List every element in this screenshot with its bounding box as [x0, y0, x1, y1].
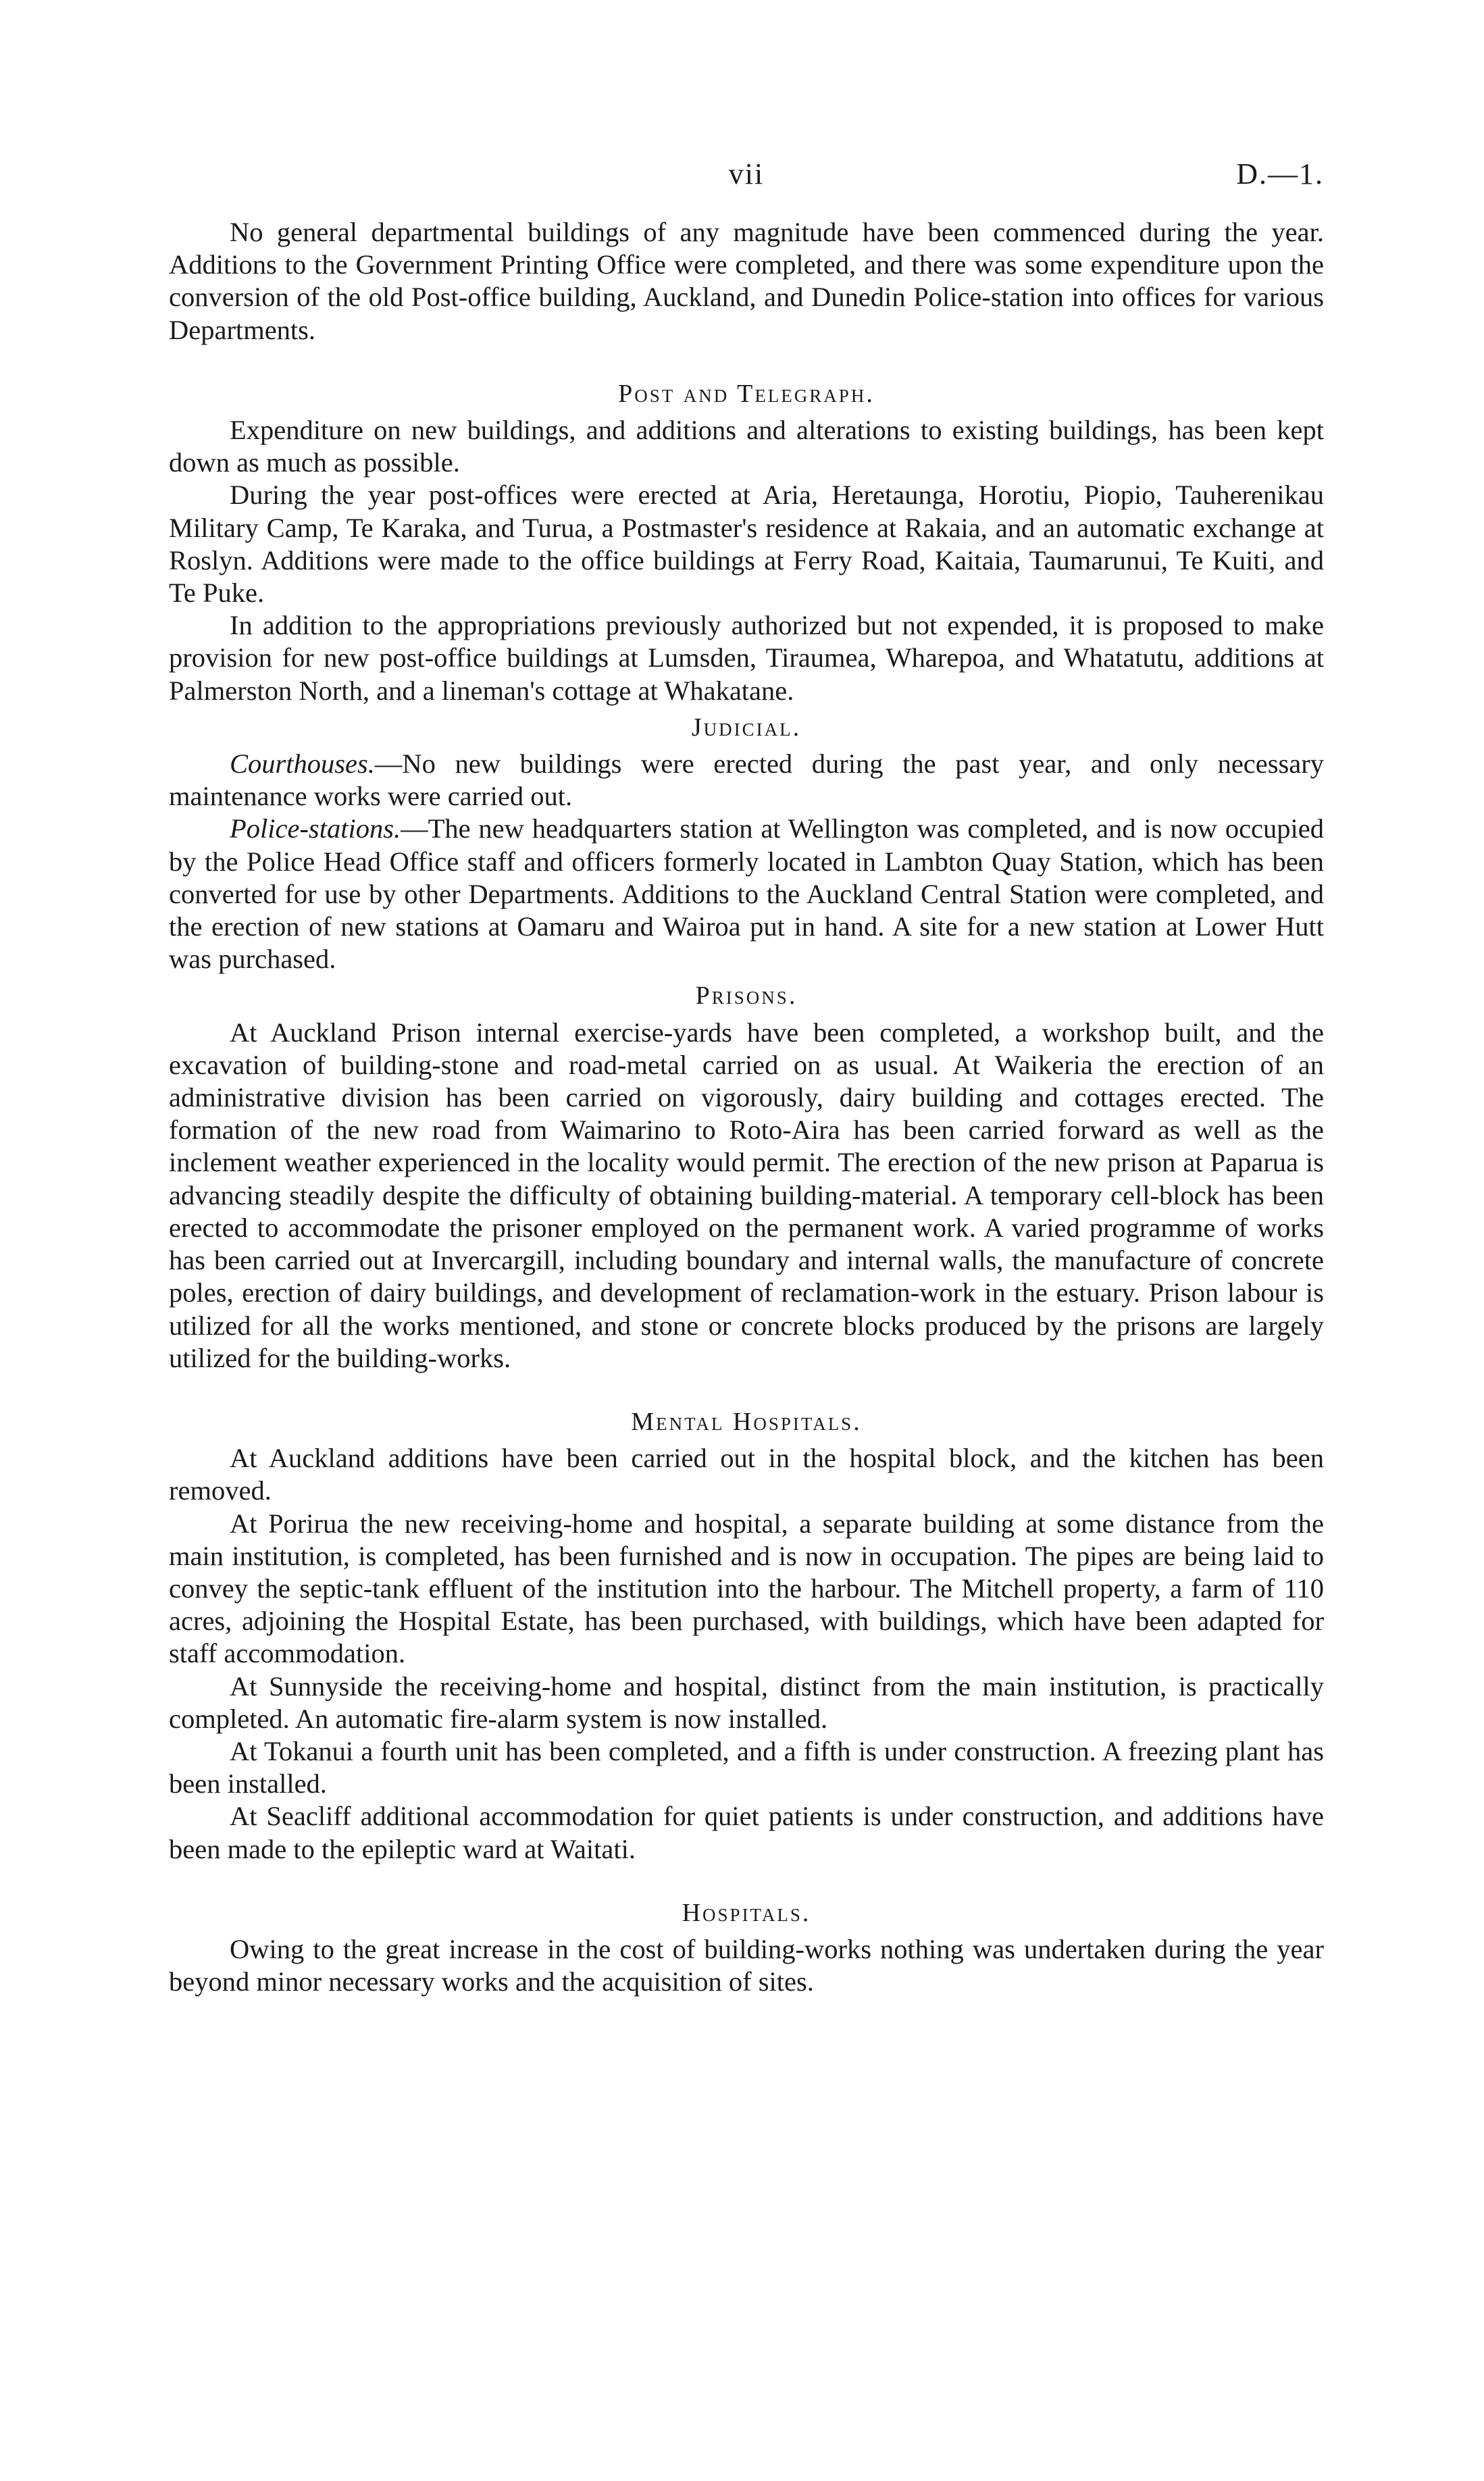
mental-hospitals-paragraph-5: At Seacliff additional accommodation for quiet patients is under construction, and additions have been made to the epileptic ward at Waitati.	[169, 1801, 1324, 1864]
post-telegraph-paragraph-2: During the year post-offices were erected at Aria, Heretaunga, Horotiu, Piopio, Tauherenikau Military Camp, Te Karaka, and Turua, a Postmaster's residence at Rakaia, and an automatic exchange at Roslyn. Additions were made to the office buildings at Ferry Road, Kaitaia, Taumarunui, Te Kuiti, and Te Puke.	[169, 480, 1324, 609]
page-header	[169, 157, 1324, 197]
courthouses-text: —No new buildings were erected during the past year, and only necessary maintenance works were carried out.	[169, 748, 1324, 812]
mental-hospitals-paragraph-1: At Auckland additions have been carried out in the hospital block, and the kitchen has been removed.	[169, 1443, 1324, 1506]
heading-mental-hospitals: Mental Hospitals.	[631, 1407, 862, 1436]
mental-hospitals-paragraph-3: At Sunnyside the receiving-home and hospital, distinct from the main institution, is practically completed. An automatic fire-alarm system is now installed.	[169, 1670, 1324, 1734]
post-telegraph-paragraph-1: Expenditure on new buildings, and additions and alterations to existing buildings, has been kept down as much as possible.	[169, 415, 1324, 478]
police-stations-label: Police-stations.	[230, 813, 401, 844]
prisons-paragraph: At Auckland Prison internal exercise-yards have been completed, a workshop built, and the excavation of building-stone and road-metal carried on as usual. At Waikeria the erection of an administrative division has been carried on vigorously, dairy building and cottages erected. The formation of the new road from Waimarino to Roto-Aira has been carried forward as well as the inclement weather experienced in the locality would permit. The erection of the new prison at Paparua is advancing steadily despite the difficulty of obtaining building-material. A temporary cell-block has been erected to accommodate the prisoner employed on the permanent work. A varied programme of works has been carried out at Invercargill, including boundary and internal walls, the manufacture of concrete poles, erection of dairy buildings, and development of reclamation-work in the estuary. Prison labour is utilized for all the works mentioned, and stone or concrete blocks produced by the prisons are largely utilized for the building-works.	[169, 1017, 1324, 1373]
police-stations-paragraph	[169, 813, 1324, 975]
police-stations-text: —The new headquarters station at Wellington was completed, and is now occupied by the Police Head Office staff and officers formerly located in Lambton Quay Station, which has been converted for use by other Departments. Additions to the Auckland Central Station were completed, and the erection of new stations at Oamaru and Wairoa put in hand. A site for a new station at Lower Hutt was purchased.	[169, 813, 1324, 975]
courthouses-label: Courthouses.	[230, 748, 375, 779]
courthouses-paragraph	[169, 748, 1324, 813]
document-reference: D.—1.	[1236, 157, 1324, 190]
post-telegraph-paragraph-3: In addition to the appropriations previously authorized but not expended, it is proposed to make provision for new post-office buildings at Lumsden, Tiraumea, Wharepoa, and Whatatutu, additions at Palmerston North, and a lineman's cottage at Whakatane.	[169, 610, 1324, 706]
heading-hospitals: Hospitals.	[682, 1898, 811, 1927]
heading-prisons: Prisons.	[695, 981, 798, 1011]
mental-hospitals-paragraph-2: At Porirua the new receiving-home and hospital, a separate building at some distance from the main institution, is completed, has been furnished and is now in occupation. The pipes are being laid to convey the septic-tank effluent of the institution into the harbour. The Mitchell property, a farm of 110 acres, adjoining the Hospital Estate, has been purchased, with buildings, which have been adapted for staff accommodation.	[169, 1508, 1324, 1669]
heading-judicial: Judicial.	[691, 713, 802, 742]
mental-hospitals-paragraph-4: At Tokanui a fourth unit has been completed, and a fifth is under construction. A freezing plant has been installed.	[169, 1735, 1324, 1799]
heading-post-and-telegraph: Post and Telegraph.	[618, 379, 875, 408]
body-text	[169, 216, 1324, 1998]
hospitals-paragraph: Owing to the great increase in the cost of building-works nothing was undertaken during the year beyond minor necessary works and the acquisition of sites.	[169, 1933, 1324, 1997]
intro-paragraph: No general departmental buildings of any magnitude have been commenced during the year. Additions to the Government Printing Office were completed, and there was some expenditure upon the conversion of the old Post-office building, Auckland, and Dunedin Police-station into offices for various Departments.	[169, 217, 1324, 345]
page-number: vii	[728, 157, 765, 190]
